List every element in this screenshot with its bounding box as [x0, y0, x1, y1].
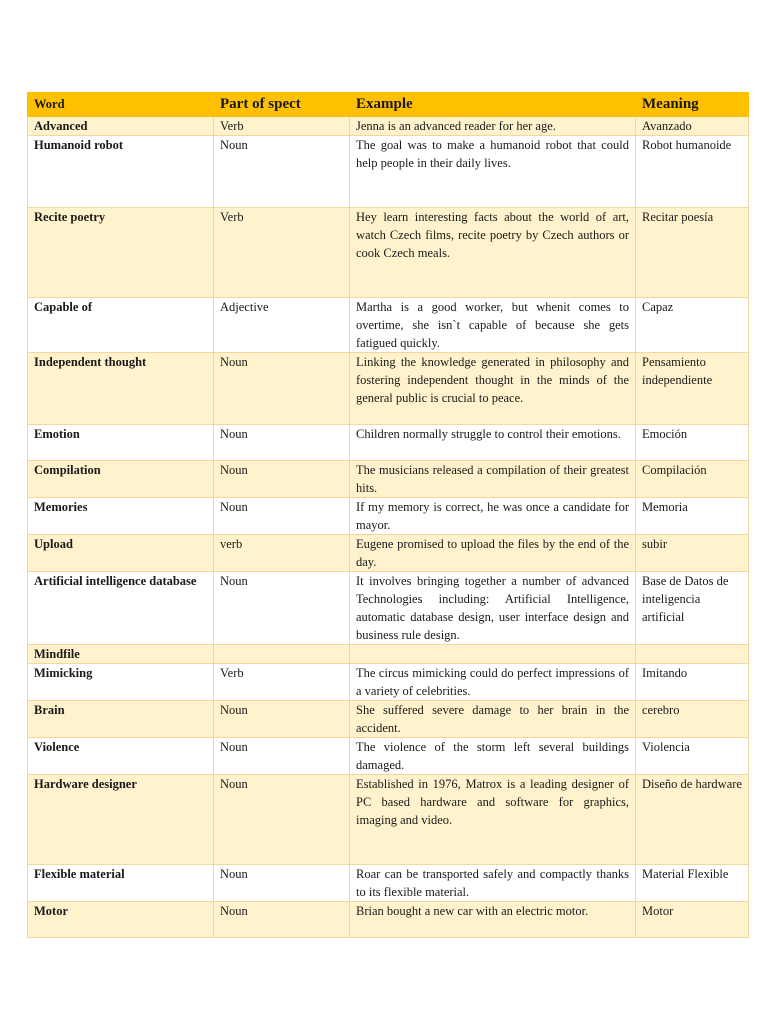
word-cell: Emotion [28, 425, 214, 461]
example-cell: She suffered severe damage to her brain in the accident. [350, 701, 636, 738]
example-cell: If my memory is correct, he was once a candidate for mayor. [350, 498, 636, 535]
example-cell: Children normally struggle to control their emotions. [350, 425, 636, 461]
meaning-cell: Avanzado [636, 117, 749, 136]
word-cell: Recite poetry [28, 208, 214, 298]
meaning-cell: Base de Datos de inteligencia artificial [636, 572, 749, 645]
word-cell: Mimicking [28, 664, 214, 701]
word-cell: Mindfile [28, 645, 214, 664]
part-of-speech-cell: Noun [214, 775, 350, 865]
example-cell [350, 645, 636, 664]
part-of-speech-cell: Noun [214, 701, 350, 738]
meaning-cell: cerebro [636, 701, 749, 738]
table-row [28, 425, 749, 461]
word-cell: Artificial intelligence database [28, 572, 214, 645]
meaning-cell: Robot humanoide [636, 136, 749, 208]
meaning-cell: Capaz [636, 298, 749, 353]
part-of-speech-cell: Noun [214, 425, 350, 461]
part-of-speech-cell: Verb [214, 117, 350, 136]
table-row [28, 775, 749, 865]
header-row [28, 93, 749, 117]
meaning-cell [636, 645, 749, 664]
table-row [28, 208, 749, 298]
table-row [28, 136, 749, 208]
word-cell: Flexible material [28, 865, 214, 902]
example-cell: Roar can be transported safely and compactly thanks to its flexible material. [350, 865, 636, 902]
part-of-speech-cell: Noun [214, 902, 350, 938]
word-cell: Humanoid robot [28, 136, 214, 208]
word-cell: Violence [28, 738, 214, 775]
word-cell: Memories [28, 498, 214, 535]
example-cell: It involves bringing together a number of advanced Technologies including: Artificial Intelligence, automatic database design, user interface design and business rule design. [350, 572, 636, 645]
word-cell: Brain [28, 701, 214, 738]
table-row [28, 535, 749, 572]
word-cell: Upload [28, 535, 214, 572]
example-cell: Eugene promised to upload the files by the end of the day. [350, 535, 636, 572]
header-example: Example [350, 93, 636, 117]
word-cell: Compilation [28, 461, 214, 498]
header-part-of-speech: Part of spect [214, 93, 350, 117]
meaning-cell: Motor [636, 902, 749, 938]
example-cell: The violence of the storm left several buildings damaged. [350, 738, 636, 775]
part-of-speech-cell: verb [214, 535, 350, 572]
table-row [28, 645, 749, 664]
part-of-speech-cell: Noun [214, 498, 350, 535]
part-of-speech-cell: Verb [214, 208, 350, 298]
meaning-cell: Pensamiento independiente [636, 353, 749, 425]
meaning-cell: Diseño de hardware [636, 775, 749, 865]
example-cell: Hey learn interesting facts about the world of art, watch Czech films, recite poetry by Czech authors or cook Czech meals. [350, 208, 636, 298]
table-row [28, 461, 749, 498]
table-row [28, 738, 749, 775]
table-row [28, 498, 749, 535]
example-cell: The goal was to make a humanoid robot that could help people in their daily lives. [350, 136, 636, 208]
word-cell: Hardware designer [28, 775, 214, 865]
example-cell: Brian bought a new car with an electric motor. [350, 902, 636, 938]
part-of-speech-cell: Noun [214, 738, 350, 775]
table-row [28, 664, 749, 701]
header-meaning: Meaning [636, 93, 749, 117]
meaning-cell: Compilación [636, 461, 749, 498]
table-row [28, 353, 749, 425]
header-word: Word [28, 93, 214, 117]
meaning-cell: subir [636, 535, 749, 572]
part-of-speech-cell: Noun [214, 136, 350, 208]
word-cell: Capable of [28, 298, 214, 353]
table-row [28, 572, 749, 645]
table-row [28, 865, 749, 902]
meaning-cell: Emoción [636, 425, 749, 461]
example-cell: Martha is a good worker, but whenit comes to overtime, she isn`t capable of because she gets fatigued quickly. [350, 298, 636, 353]
part-of-speech-cell: Adjective [214, 298, 350, 353]
part-of-speech-cell: Noun [214, 461, 350, 498]
vocabulary-table [27, 92, 749, 938]
example-cell: Linking the knowledge generated in philosophy and fostering independent thought in the minds of the general public is crucial to peace. [350, 353, 636, 425]
example-cell: Established in 1976, Matrox is a leading designer of PC based hardware and software for graphics, imaging and video. [350, 775, 636, 865]
meaning-cell: Violencia [636, 738, 749, 775]
table-row [28, 117, 749, 136]
example-cell: The circus mimicking could do perfect impressions of a variety of celebrities. [350, 664, 636, 701]
part-of-speech-cell: Noun [214, 572, 350, 645]
part-of-speech-cell [214, 645, 350, 664]
meaning-cell: Material Flexible [636, 865, 749, 902]
example-cell: The musicians released a compilation of their greatest hits. [350, 461, 636, 498]
part-of-speech-cell: Verb [214, 664, 350, 701]
part-of-speech-cell: Noun [214, 865, 350, 902]
word-cell: Advanced [28, 117, 214, 136]
table-row [28, 701, 749, 738]
meaning-cell: Memoria [636, 498, 749, 535]
part-of-speech-cell: Noun [214, 353, 350, 425]
word-cell: Independent thought [28, 353, 214, 425]
meaning-cell: Recitar poesía [636, 208, 749, 298]
meaning-cell: Imitando [636, 664, 749, 701]
example-cell: Jenna is an advanced reader for her age. [350, 117, 636, 136]
table-row [28, 902, 749, 938]
table-row [28, 298, 749, 353]
word-cell: Motor [28, 902, 214, 938]
